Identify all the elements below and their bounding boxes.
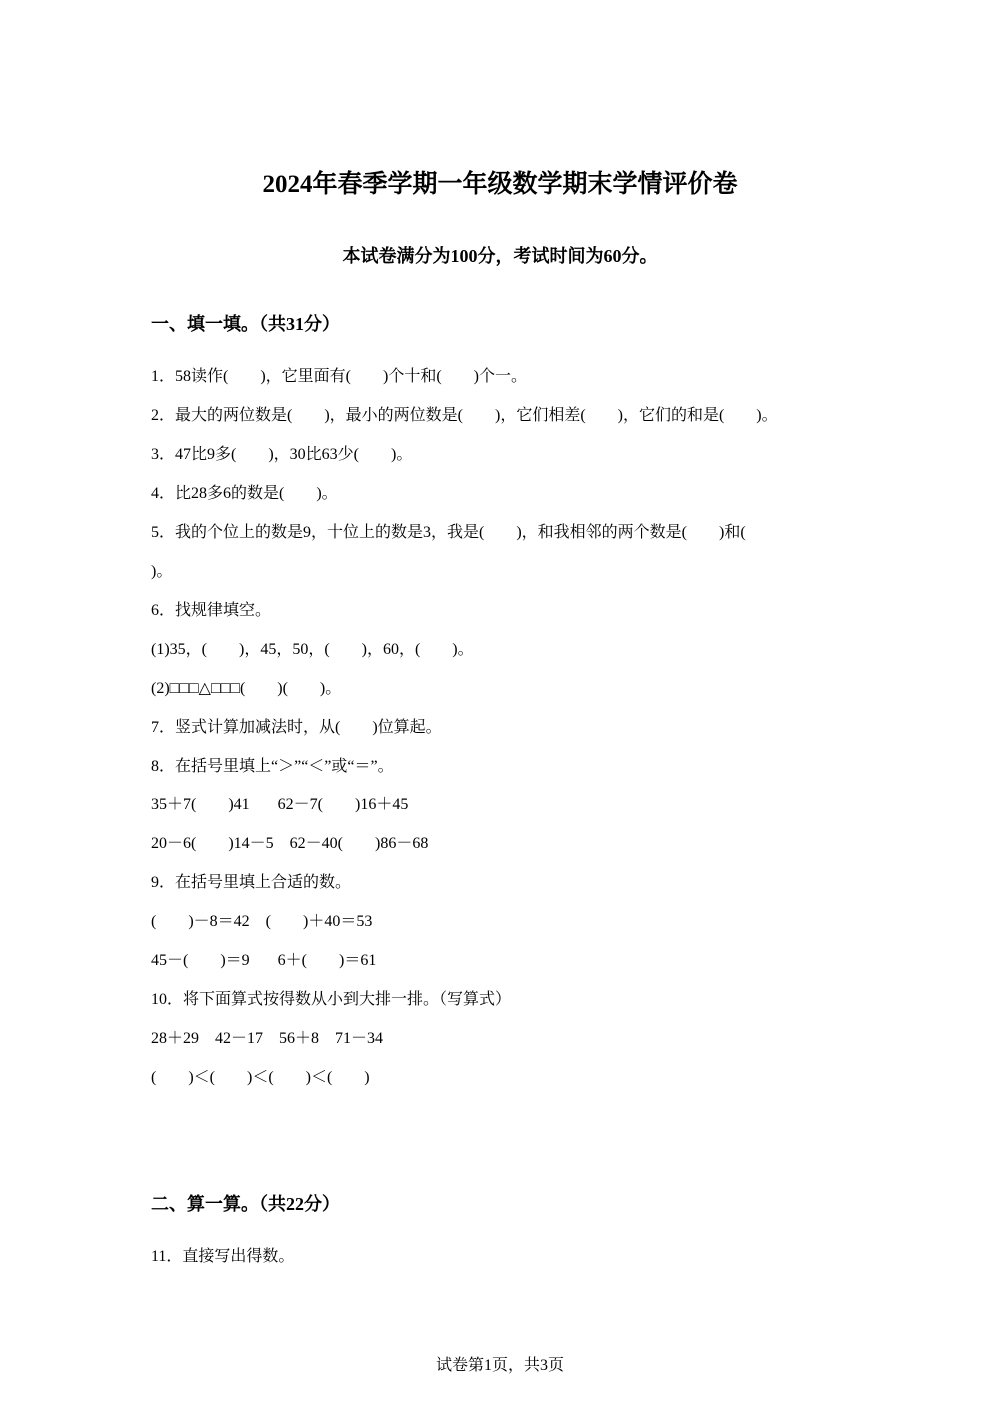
question-2: 2．最大的两位数是( )，最小的两位数是( )，它们相差( )，它们的和是( )。 <box>151 407 778 424</box>
question-10-answer-row: ( )＜( )＜( )＜( ) <box>151 1069 370 1086</box>
section-1-heading: 一、填一填。（共31分） <box>151 314 340 334</box>
question-5: 5．我的个位上的数是9，十位上的数是3，我是( )，和我相邻的两个数是( )和( <box>151 524 746 541</box>
exam-subtitle: 本试卷满分为100分，考试时间为60分。 <box>342 246 658 266</box>
question-10: 10．将下面算式按得数从小到大排一排。（写算式） <box>151 991 512 1008</box>
question-9-row-2: 45－( )＝9 6＋( )＝61 <box>151 952 377 969</box>
exam-title: 2024年春季学期一年级数学期末学情评价卷 <box>262 171 738 198</box>
question-6-part-1: (1)35，( )，45，50，( )，60，( )。 <box>151 641 474 658</box>
question-6-part-2: (2)□□□△□□□( )( )。 <box>151 680 342 697</box>
question-1: 1．58读作( )，它里面有( )个十和( )个一。 <box>151 368 527 385</box>
question-6: 6．找规律填空。 <box>151 602 272 619</box>
question-5-continued: )。 <box>151 563 173 580</box>
question-8-row-1: 35＋7( )41 62－7( )16＋45 <box>151 796 409 813</box>
question-9: 9．在括号里填上合适的数。 <box>151 874 352 891</box>
question-10-expressions: 28＋29 42－17 56＋8 71－34 <box>151 1030 384 1047</box>
question-3: 3．47比9多( )，30比63少( )。 <box>151 446 413 463</box>
question-4: 4．比28多6的数是( )。 <box>151 485 338 502</box>
question-11: 11．直接写出得数。 <box>151 1248 295 1265</box>
question-8: 8．在括号里填上“＞”“＜”或“＝”。 <box>151 758 394 775</box>
section-2-heading: 二、算一算。（共22分） <box>151 1194 340 1214</box>
question-7: 7．竖式计算加减法时，从( )位算起。 <box>151 719 442 736</box>
question-9-row-1: ( )－8＝42 ( )＋40＝53 <box>151 913 373 930</box>
page-footer: 试卷第1页，共3页 <box>435 1357 564 1374</box>
question-8-row-2: 20－6( )14－5 62－40( )86－68 <box>151 835 429 852</box>
